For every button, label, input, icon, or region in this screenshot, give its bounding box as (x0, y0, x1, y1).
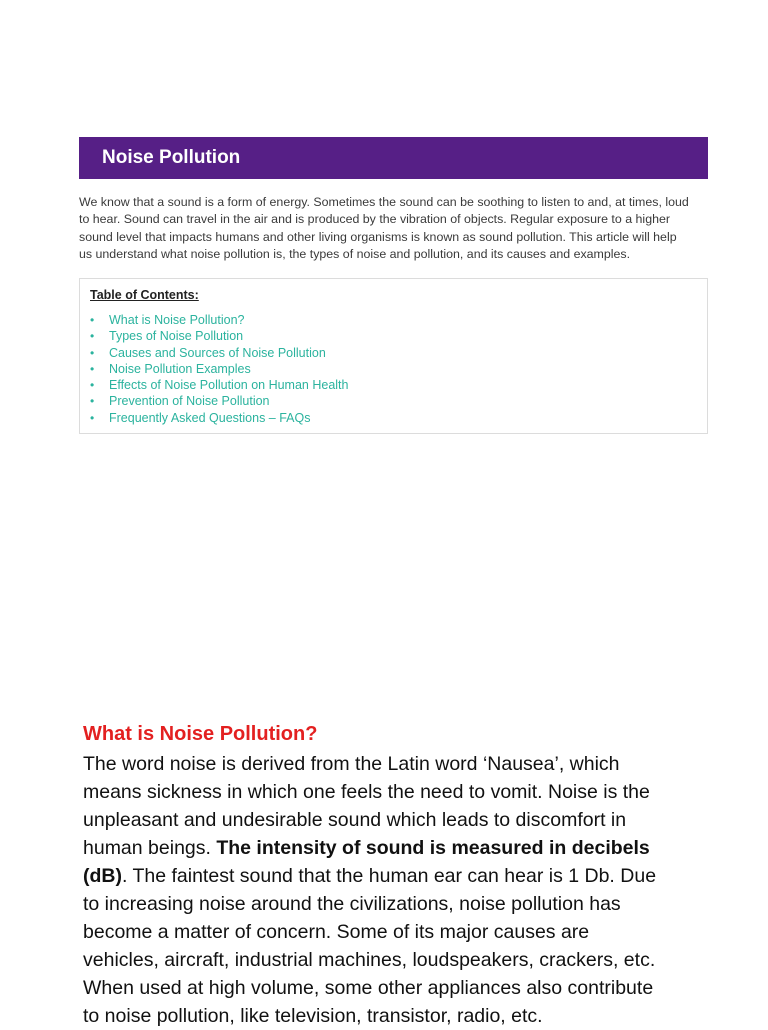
bullet-icon: • (90, 313, 95, 327)
toc-link-causes[interactable] (90, 345, 348, 361)
toc-title: Table of Contents: (90, 288, 199, 302)
toc-link-faqs[interactable] (90, 410, 348, 426)
body-line: unpleasant and undesirable sound which leads to discomfort in (83, 809, 627, 831)
body-line: vehicles, aircraft, industrial machines, loudspeakers, crackers, etc. (83, 949, 656, 971)
intro-line: We know that a sound is a form of energy. Sometimes the sound can be soothing to listen to and, at times, loud (79, 195, 689, 209)
bullet-icon: • (90, 345, 95, 360)
body-text: human beings. (83, 837, 217, 859)
intro-paragraph (79, 194, 711, 264)
page-title: Noise Pollution (102, 147, 241, 168)
toc-link-label: Noise Pollution Examples (109, 361, 251, 376)
toc-link-prevention[interactable] (90, 393, 348, 409)
body-line: become a matter of concern. Some of its major causes are (83, 921, 590, 943)
bullet-icon: • (90, 361, 95, 376)
toc-link-label: Effects of Noise Pollution on Human Health (109, 378, 349, 393)
body-line: means sickness in which one feels the need to vomit. Noise is the (83, 781, 650, 803)
body-line: The word noise is derived from the Latin word ‘Nausea’, which (83, 753, 620, 775)
body-bold-text: The intensity of sound is measured in decibels (216, 837, 650, 859)
bullet-icon: • (90, 410, 95, 425)
toc-link-label: Causes and Sources of Noise Pollution (109, 345, 326, 360)
toc-link-types[interactable] (90, 328, 348, 344)
body-bold-text: (dB) (83, 865, 122, 887)
toc-link-examples[interactable] (90, 361, 348, 377)
section-heading: What is Noise Pollution? (83, 723, 318, 745)
intro-line: us understand what noise pollution is, the types of noise and pollution, and its causes and examples. (79, 247, 631, 262)
toc-link-what-is[interactable] (90, 312, 348, 328)
bullet-icon: • (90, 378, 95, 393)
body-line: When used at high volume, some other appliances also contribute (83, 977, 654, 999)
intro-line: sound level that impacts humans and other living organisms is known as sound pollution. This article will help (79, 229, 677, 244)
bullet-icon: • (90, 394, 95, 409)
bullet-icon: • (90, 329, 95, 344)
toc-link-effects[interactable] (90, 377, 348, 393)
body-line (83, 862, 723, 890)
table-of-contents (79, 278, 708, 434)
header-banner (79, 137, 708, 179)
toc-link-label: Prevention of Noise Pollution (109, 394, 270, 409)
body-line: to increasing noise around the civilizations, noise pollution has (83, 893, 621, 915)
section-body (83, 750, 723, 1030)
toc-link-label: What is Noise Pollution? (109, 313, 245, 327)
body-line: to noise pollution, like television, transistor, radio, etc. (83, 1005, 543, 1027)
toc-link-label: Frequently Asked Questions – FAQs (109, 410, 311, 425)
toc-link-label: Types of Noise Pollution (109, 329, 244, 344)
intro-line: to hear. Sound can travel in the air and is produced by the vibration of objects. Regular exposure to a higher (79, 212, 670, 227)
toc-list (90, 312, 348, 426)
body-line (83, 834, 723, 862)
body-text: . The faintest sound that the human ear can hear is 1 Db. Due (121, 865, 657, 887)
